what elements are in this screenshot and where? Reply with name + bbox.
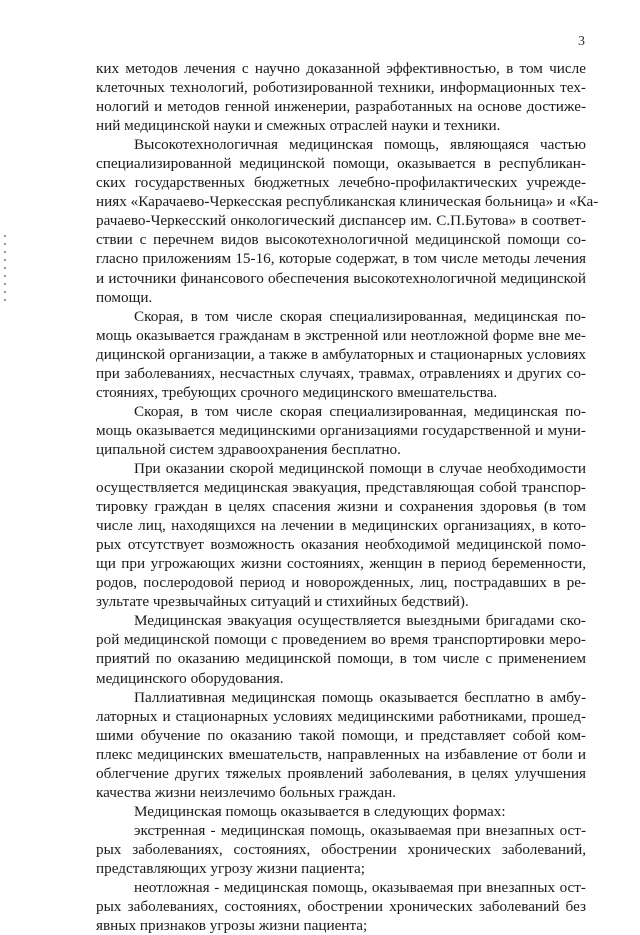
text-line: представляющих угрозу жизни пациента;	[96, 859, 365, 877]
text-line: Медицинская помощь оказывается в следующих формах:	[134, 802, 506, 820]
text-line: Медицинская эвакуация осуществляется выездными бригадами ско-	[134, 612, 586, 630]
text-line: шими обучение по оказанию такой помощи, и представляет собой ком-	[96, 726, 586, 744]
text-line: ских государственных бюджетных лечебно-профилактических учрежде-	[96, 174, 586, 192]
text-line: рых заболеваниях, состояниях, обострении хронических заболеваний без	[96, 898, 586, 916]
text-line: нологий и методов генной инженерии, разработанных на основе достиже-	[96, 98, 586, 116]
text-line: явных признаков угрозы жизни пациента;	[96, 917, 368, 935]
text-line: Паллиативная медицинская помощь оказывается бесплатно в амбу-	[134, 688, 586, 706]
text-line: тировку граждан в целях спасения жизни и сохранения здоровья (в том	[96, 498, 586, 516]
text-line: специализированной медицинской помощи, оказывается в республикан-	[96, 155, 586, 173]
text-line: при заболеваниях, несчастных случаях, травмах, отравлениях и других со-	[96, 364, 586, 382]
document-body	[96, 59, 599, 935]
text-line: клеточных технологий, роботизированной техники, информационных тех-	[96, 79, 586, 97]
text-line: и источники финансового обеспечения высокотехнологичной медицинской	[96, 269, 586, 287]
text-line: осуществляется медицинская эвакуация, представляющая собой транспор-	[96, 479, 586, 497]
text-line: экстренная - медицинская помощь, оказываемая при внезапных ост-	[134, 821, 586, 839]
text-line: рых заболеваниях, состояниях, обострении хронических заболеваний,	[96, 840, 586, 858]
text-line: медицинского оборудования.	[96, 669, 284, 687]
text-line: ний медицинской науки и смежных отраслей науки и техники.	[96, 117, 501, 135]
text-line: рой медицинской помощи с проведением во время транспортировки меро-	[96, 631, 586, 649]
text-line: Высокотехнологичная медицинская помощь, являющаяся частью	[134, 136, 586, 154]
text-line: ких методов лечения с научно доказанной эффективностью, в том числе	[96, 60, 586, 77]
text-line: При оказании скорой медицинской помощи в случае необходимости	[134, 459, 586, 477]
text-line: рачаево-Черкесский онкологический диспансер им. С.П.Бутова» в соответ-	[96, 212, 586, 230]
text-line: ниях «Карачаево-Черкесская республиканская клиническая больница» и «Ка-	[96, 193, 599, 211]
text-line: щи при угрожающих жизни состояниях, женщин в период беременности,	[96, 555, 586, 573]
margin-scan-marks	[2, 235, 8, 315]
text-line: качества жизни неизлечимо больных граждан.	[96, 783, 397, 801]
text-line: ципальной систем здравоохранения бесплатно.	[96, 440, 401, 458]
text-line: числе лиц, находящихся на лечении в медицинских организациях, в кото-	[96, 517, 586, 535]
text-line: неотложная - медицинская помощь, оказываемая при внезапных ост-	[134, 879, 586, 897]
text-line: плекс медицинских вмешательств, направленных на избавление от боли и	[96, 745, 586, 763]
text-line: дицинской организации, а также в амбулаторных и стационарных условиях	[96, 345, 586, 363]
text-line: латорных и стационарных условиях медицинскими работниками, прошед-	[96, 707, 586, 725]
text-line: мощь оказывается медицинскими организациями государственной и муни-	[96, 421, 586, 439]
text-line: Скорая, в том числе скорая специализированная, медицинская по-	[134, 307, 586, 325]
page-number: 3	[578, 34, 585, 49]
text-line: рых отсутствует возможность оказания необходимой медицинской помо-	[96, 536, 586, 554]
text-line: приятий по оказанию медицинской помощи, в том числе с применением	[96, 650, 586, 668]
text-line: стояниях, требующих срочного медицинского вмешательства.	[96, 383, 498, 401]
text-line: помощи.	[96, 288, 153, 306]
text-line: гласно приложениям 15-16, которые содержат, в том числе методы лечения	[96, 250, 586, 268]
text-line: ствии с перечнем видов высокотехнологичной медицинской помощи со-	[96, 231, 586, 249]
text-line: облегчение других тяжелых проявлений заболевания, в целях улучшения	[96, 764, 586, 782]
text-line: зультате чрезвычайных ситуаций и стихийных бедствий).	[96, 593, 469, 611]
text-line: мощь оказывается гражданам в экстренной или неотложной форме вне ме-	[96, 326, 586, 344]
text-line: родов, послеродовой период и новорожденных, лиц, пострадавших в ре-	[96, 574, 586, 592]
text-line: Скорая, в том числе скорая специализированная, медицинская по-	[134, 402, 586, 420]
